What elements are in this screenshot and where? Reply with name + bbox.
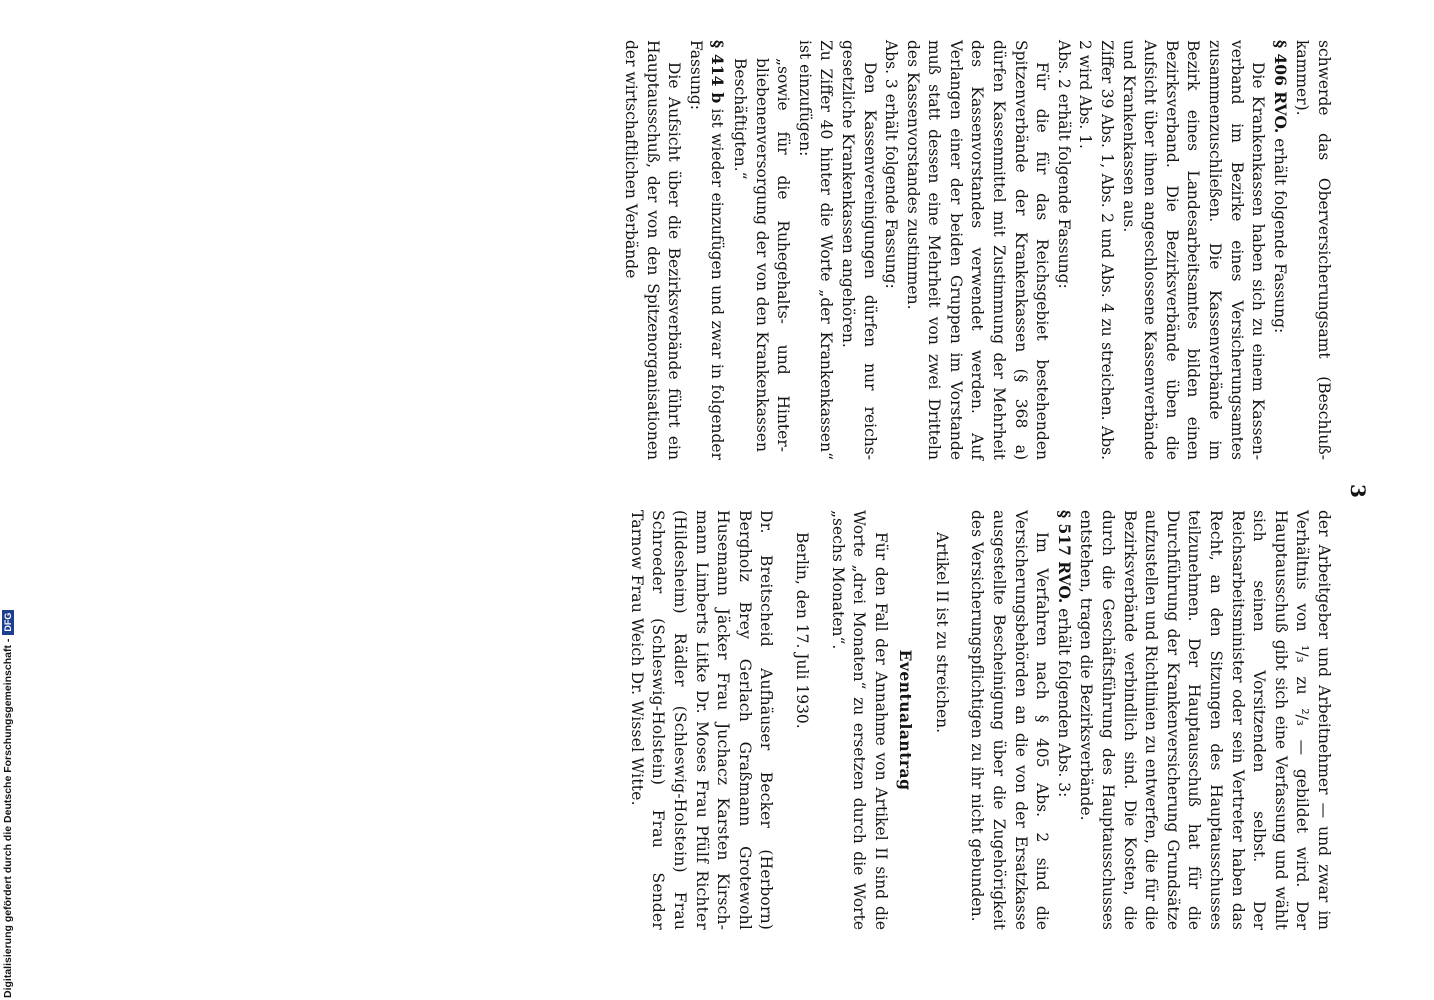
- section-text: ist wieder einzufügen und zwar in folgender Fassung:: [686, 40, 727, 461]
- quoted-insert: „sowie für die Ruhegehalts- und Hinterbliebenenversorgung der von den Krankenkassen Beschäftigten.“: [730, 58, 793, 452]
- section-reference: § 414 b: [708, 40, 728, 104]
- paragraph: Die Krankenkassen haben sich zu einem Kassenverband im Bezirke eines Versicherungsamtes zusammenzuschließen. Die Kassenverbände im Bezirk eines Landesarbeitsamtes bilden einen Bezirksverband. Die Bezirksverbände üben die Aufsicht über ihnen angeschlossene Kassenverbände und Krankenkassen aus.: [1119, 40, 1268, 460]
- paragraph: Den Kassenvereinigungen dürfen nur reichsgesetzliche Krankenkassen angehören.: [838, 40, 879, 460]
- paragraph: Für die für das Reichsgebiet bestehenden Spitzenverbände der Krankenkassen (§ 368 a) dürfen Kassenmittel mit Zustimmung der Mehrheit des Kassenvorstandes verwendet werden. Auf Verlangen einer der beiden Gruppen im Vorstande muß statt dessen eine Mehrheit von zwei Dritteln des Kassenvorstandes zustimmen.: [903, 40, 1052, 460]
- paragraph: Artikel II ist zu streichen.: [932, 532, 951, 734]
- section-paragraph: [1268, 40, 1291, 460]
- signatories: Dr. Breitscheid Aufhäuser Becker (Herborn) Bergholz Brey Gerlach Graßmann Grotewohl Husemann Jäcker Frau Juchacz Karsten Kirschmann Limberts Litke Dr. Moses Frau Pfülf Richter (Hildesheim) Rädler (Schleswig-Holstein) Frau Schroeder (Schleswig-Holstein) Frau Sender Tarnow Frau Weich Dr. Wissel Witte.: [627, 510, 776, 930]
- section-heading: Eventualantrag: [896, 649, 916, 791]
- left-column: [619, 40, 1334, 460]
- date-line: Berlin, den 17. Juli 1930.: [792, 532, 811, 729]
- paragraph: Ziffer 39 Abs. 1, Abs. 2 und Abs. 4 zu streichen. Abs. 2 wird Abs. 1.: [1076, 40, 1117, 460]
- page-number: 3: [1346, 484, 1370, 498]
- paragraph: Abs. 2 erhält folgende Fassung:: [1054, 40, 1073, 289]
- paragraph: Zu Ziffer 40 hinter die Worte „der Krankenkassen“ ist einzufügen:: [795, 40, 836, 460]
- digitization-credit: [2, 610, 14, 998]
- paragraph: Für den Fall der Annahme von Artikel II sind die Worte „drei Monaten“ zu ersetzen durch die Worte „sechs Monaten“.: [828, 510, 890, 930]
- paragraph: der Arbeitgeber und Arbeitnehmer — und zwar im Verhältnis von ¹/₃ zu ²/₃ — gebildet wird. Der Hauptausschuß gibt sich eine Verfassung und wählt sich seinen Vorsitzenden selbst. Der Reichsarbeitsminister oder sein Vertreter haben das Recht, an den Sitzungen des Hauptausschusses teilzunehmen. Der Hauptausschuß hat für die Durchführung der Krankenversicherung Grundsätze aufzustellen und Richtlinien zu entwerfen, die für die Bezirksverbände verbindlich sind. Die Kosten, die durch die Geschäftsführung des Hauptausschusses entstehen, tragen die Bezirksverbände.: [1077, 510, 1333, 930]
- section-reference: § 406 RVO.: [1270, 40, 1290, 134]
- spacer: [812, 510, 826, 930]
- credit-text: Digitalisierung gefördert durch die Deutsche Forschungsgemeinschaft -: [2, 638, 14, 998]
- spacer: [952, 510, 966, 930]
- paragraph: schwerde das Oberversicherungsamt (Beschlußkammer).: [1293, 40, 1333, 460]
- section-paragraph: [684, 40, 728, 460]
- document-page: [600, 40, 1370, 960]
- spacer: [776, 510, 790, 930]
- paragraph: Abs. 3 erhält folgende Fassung:: [882, 40, 901, 289]
- right-column: [625, 510, 1334, 930]
- section-text: erhält folgende Fassung:: [1270, 133, 1289, 334]
- section-reference: § 517 RVO.: [1054, 510, 1074, 604]
- section-text: erhält folgenden Abs. 3:: [1054, 603, 1073, 798]
- section-paragraph: [1052, 510, 1075, 930]
- paragraph: Die Aufsicht über die Bezirksverbände führt ein Hauptausschuß, der von den Spitzenorganisationen der wirtschaftlichen Verbände: [622, 40, 684, 460]
- paragraph: Im Verfahren nach § 405 Abs. 2 sind die Versicherungsbehörden an die von der Ersatzkasse ausgestellte Bescheinigung über die Zugehörigkeit des Versicherungspflichtigen zu ihr nicht gebunden.: [968, 510, 1052, 930]
- dfg-logo: DFG: [2, 610, 14, 635]
